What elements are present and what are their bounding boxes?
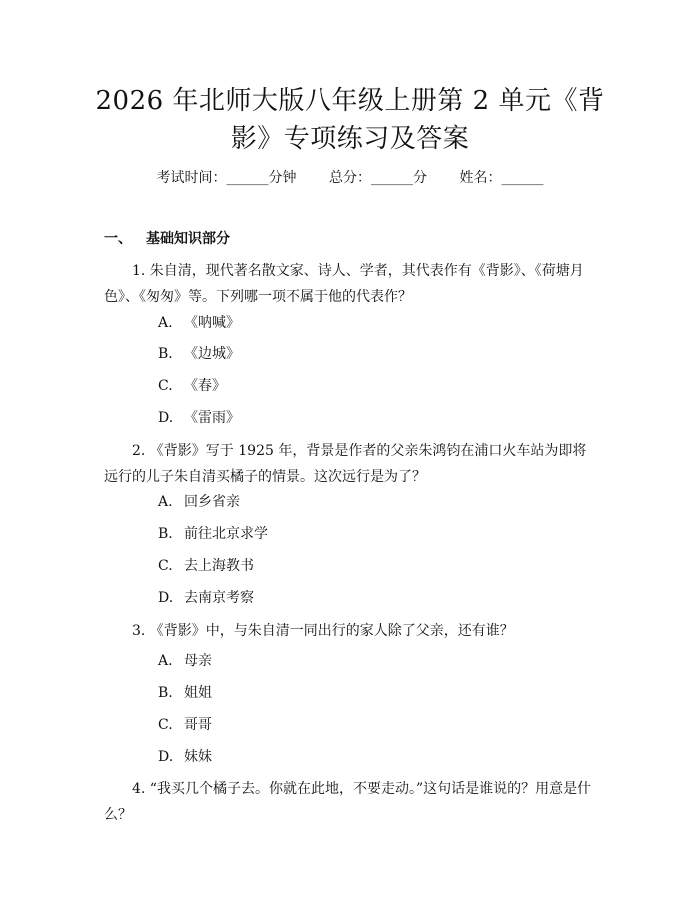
document-title-line-2: 影》专项练习及答案 — [230, 124, 470, 154]
question-2-option-c — [158, 556, 254, 576]
option-letter: A. — [158, 494, 173, 510]
option-letter: C. — [158, 378, 173, 394]
question-1-option-b — [158, 344, 240, 364]
option-letter: A. — [158, 315, 173, 331]
option-text: 妹妹 — [184, 749, 212, 765]
question-1-option-d — [158, 408, 240, 428]
question-3-option-d — [158, 747, 212, 767]
option-letter: D. — [158, 590, 174, 606]
option-text: 《雷雨》 — [184, 410, 240, 426]
exam-meta — [0, 168, 700, 188]
question-1-option-c — [158, 376, 226, 396]
question-2-option-a — [158, 492, 240, 512]
student-name-field: 姓名：______ — [459, 170, 544, 186]
question-2-option-b — [158, 524, 268, 544]
option-letter: B. — [158, 526, 173, 542]
section-heading — [104, 229, 230, 249]
exam-time-field: 考试时间：______分钟 — [156, 170, 297, 186]
section-title: 基础知识部分 — [146, 231, 230, 247]
option-text: 《呐喊》 — [184, 315, 240, 331]
question-3-option-a — [158, 651, 212, 671]
option-text: 《春》 — [184, 378, 226, 394]
option-letter: B. — [158, 685, 173, 701]
option-text: 母亲 — [184, 653, 212, 669]
question-3-option-c — [158, 715, 212, 735]
option-text: 哥哥 — [184, 717, 212, 733]
question-4-text: 4. “我买几个橘子去。你就在此地，不要走动。”这句话是谁说的？用意是什么？ — [104, 781, 592, 823]
question-1-text: 1. 朱自清，现代著名散文家、诗人、学者，其代表作有《背影》、《荷塘月色》、《匆匆》等。下列哪一项不属于他的代表作？ — [104, 263, 584, 305]
option-text: 回乡省亲 — [184, 494, 240, 510]
option-letter: C. — [158, 717, 173, 733]
question-3-option-b — [158, 683, 212, 703]
option-letter: C. — [158, 558, 173, 574]
option-text: 去南京考察 — [184, 590, 254, 606]
question-1-option-a — [158, 313, 240, 333]
option-text: 前往北京求学 — [184, 526, 268, 542]
option-text: 姐姐 — [184, 685, 212, 701]
option-letter: A. — [158, 653, 173, 669]
question-2-text: 2. 《背影》写于 1925 年，背景是作者的父亲朱鸿钧在浦口火车站为即将远行的儿子朱自清买橘子的情景。这次远行是为了？ — [104, 443, 587, 485]
document-title-line-1: 2026 年北师大版八年级上册第 2 单元《背 — [95, 86, 605, 116]
option-letter: B. — [158, 346, 173, 362]
option-text: 《边城》 — [184, 346, 240, 362]
total-score-field: 总分：______分 — [329, 170, 427, 186]
option-letter: D. — [158, 410, 174, 426]
option-text: 去上海教书 — [184, 558, 254, 574]
question-2-option-d — [158, 588, 254, 608]
question-3-text: 3. 《背影》中，与朱自清一同出行的家人除了父亲，还有谁？ — [132, 623, 514, 639]
option-letter: D. — [158, 749, 174, 765]
section-number: 一、 — [104, 231, 132, 247]
